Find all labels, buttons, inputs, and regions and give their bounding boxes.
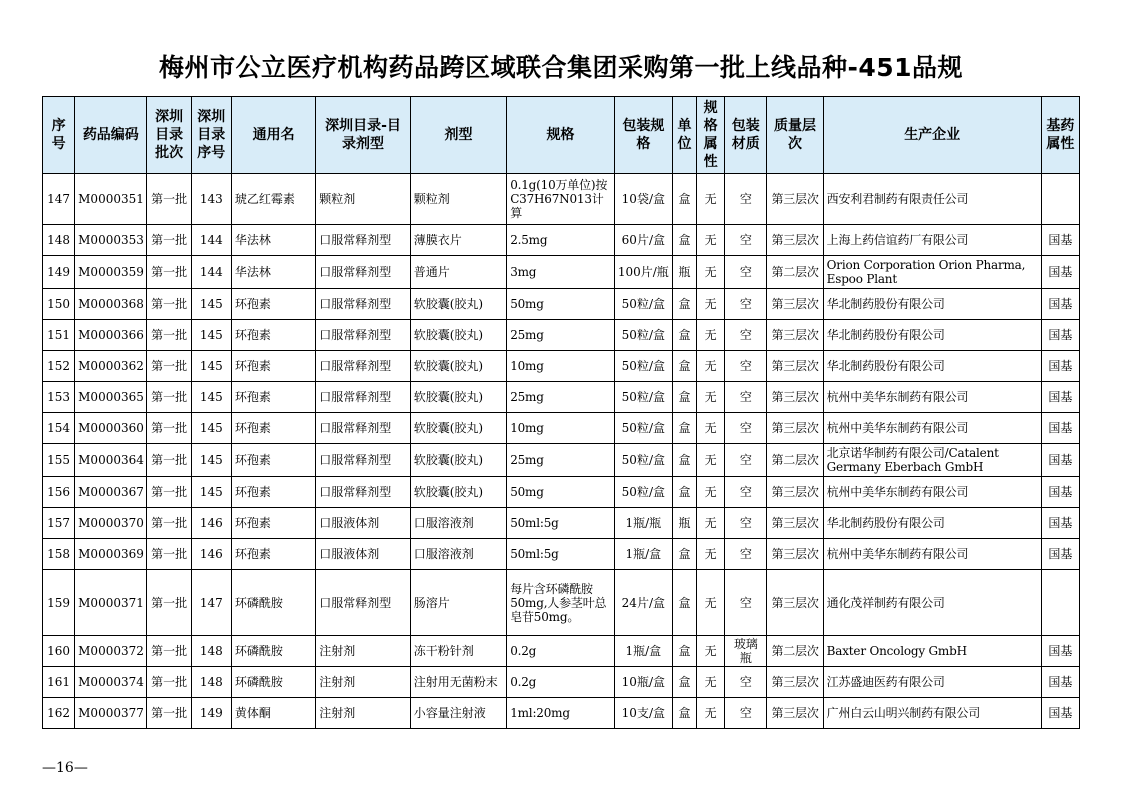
- specification-cell: 0.2g: [507, 667, 615, 698]
- dosage-form-cell: 小容量注射液: [410, 698, 506, 729]
- package-spec-cell: 10袋/盒: [614, 174, 672, 225]
- specification-cell: 50mg: [507, 477, 615, 508]
- table-row: [43, 256, 1080, 289]
- unit-cell: 盒: [672, 413, 696, 444]
- dosage-form-cell: 肠溶片: [410, 570, 506, 636]
- catalog-batch-cell: 第一批: [147, 256, 191, 289]
- generic-name-cell: 环磷酰胺: [231, 570, 315, 636]
- specification-cell: 25mg: [507, 444, 615, 477]
- manufacturer-cell: 华北制药股份有限公司: [823, 508, 1041, 539]
- spec-attribute-cell: 无: [697, 174, 725, 225]
- package-spec-cell: 24片/盒: [614, 570, 672, 636]
- spec-attribute-cell: 无: [697, 382, 725, 413]
- catalog-dosage-form-cell: 口服常释剂型: [316, 382, 410, 413]
- drug-code-cell: M0000365: [75, 382, 147, 413]
- generic-name-cell: 环孢素: [231, 382, 315, 413]
- catalog-batch-cell: 第一批: [147, 477, 191, 508]
- row-number-cell: 148: [43, 225, 75, 256]
- basic-drug-attribute-cell: 国基: [1041, 636, 1079, 667]
- catalog-number-cell: 146: [191, 539, 231, 570]
- catalog-batch-cell: 第一批: [147, 636, 191, 667]
- specification-cell: 10mg: [507, 413, 615, 444]
- manufacturer-cell: Orion Corporation Orion Pharma, Espoo Plant: [823, 256, 1041, 289]
- catalog-batch-cell: 第一批: [147, 382, 191, 413]
- column-header: 通用名: [231, 97, 315, 174]
- drug-code-cell: M0000370: [75, 508, 147, 539]
- quality-level-cell: 第二层次: [767, 636, 823, 667]
- unit-cell: 瓶: [672, 508, 696, 539]
- column-header: 基药属性: [1041, 97, 1079, 174]
- catalog-dosage-form-cell: 口服常释剂型: [316, 570, 410, 636]
- manufacturer-cell: 杭州中美华东制药有限公司: [823, 477, 1041, 508]
- spec-attribute-cell: 无: [697, 320, 725, 351]
- column-header: 包装规格: [614, 97, 672, 174]
- specification-cell: 1ml:20mg: [507, 698, 615, 729]
- page-number: —16—: [42, 760, 88, 776]
- package-spec-cell: 50粒/盒: [614, 477, 672, 508]
- generic-name-cell: 环孢素: [231, 444, 315, 477]
- table-row: [43, 174, 1080, 225]
- dosage-form-cell: 普通片: [410, 256, 506, 289]
- package-spec-cell: 50粒/盒: [614, 289, 672, 320]
- table-row: [43, 320, 1080, 351]
- package-material-cell: 空: [725, 413, 767, 444]
- catalog-number-cell: 145: [191, 289, 231, 320]
- basic-drug-attribute-cell: 国基: [1041, 289, 1079, 320]
- column-header: 规格属性: [697, 97, 725, 174]
- row-number-cell: 153: [43, 382, 75, 413]
- spec-attribute-cell: 无: [697, 539, 725, 570]
- catalog-batch-cell: 第一批: [147, 289, 191, 320]
- basic-drug-attribute-cell: 国基: [1041, 444, 1079, 477]
- spec-attribute-cell: 无: [697, 225, 725, 256]
- catalog-number-cell: 145: [191, 413, 231, 444]
- quality-level-cell: 第三层次: [767, 508, 823, 539]
- specification-cell: 50mg: [507, 289, 615, 320]
- table-row: [43, 351, 1080, 382]
- catalog-number-cell: 145: [191, 351, 231, 382]
- unit-cell: 盒: [672, 351, 696, 382]
- column-header: 深圳目录序号: [191, 97, 231, 174]
- manufacturer-cell: 上海上药信谊药厂有限公司: [823, 225, 1041, 256]
- specification-cell: 0.1g(10万单位)按C37H67N013计算: [507, 174, 615, 225]
- catalog-number-cell: 144: [191, 225, 231, 256]
- specification-cell: 0.2g: [507, 636, 615, 667]
- quality-level-cell: 第三层次: [767, 289, 823, 320]
- table-row: [43, 539, 1080, 570]
- column-header: 剂型: [410, 97, 506, 174]
- drug-code-cell: M0000353: [75, 225, 147, 256]
- package-material-cell: 空: [725, 382, 767, 413]
- specification-cell: 50ml:5g: [507, 539, 615, 570]
- spec-attribute-cell: 无: [697, 570, 725, 636]
- generic-name-cell: 环磷酰胺: [231, 667, 315, 698]
- catalog-dosage-form-cell: 注射剂: [316, 698, 410, 729]
- package-material-cell: 玻璃瓶: [725, 636, 767, 667]
- row-number-cell: 159: [43, 570, 75, 636]
- basic-drug-attribute-cell: 国基: [1041, 667, 1079, 698]
- package-spec-cell: 50粒/盒: [614, 351, 672, 382]
- manufacturer-cell: 杭州中美华东制药有限公司: [823, 413, 1041, 444]
- catalog-dosage-form-cell: 口服常释剂型: [316, 225, 410, 256]
- package-material-cell: 空: [725, 570, 767, 636]
- unit-cell: 瓶: [672, 256, 696, 289]
- manufacturer-cell: 杭州中美华东制药有限公司: [823, 539, 1041, 570]
- unit-cell: 盒: [672, 636, 696, 667]
- catalog-dosage-form-cell: 口服常释剂型: [316, 351, 410, 382]
- column-header: 序号: [43, 97, 75, 174]
- table-header-row: [43, 97, 1080, 174]
- table-body: [43, 174, 1080, 729]
- generic-name-cell: 环孢素: [231, 539, 315, 570]
- quality-level-cell: 第三层次: [767, 225, 823, 256]
- specification-cell: 25mg: [507, 382, 615, 413]
- spec-attribute-cell: 无: [697, 256, 725, 289]
- row-number-cell: 149: [43, 256, 75, 289]
- drug-code-cell: M0000366: [75, 320, 147, 351]
- package-material-cell: 空: [725, 508, 767, 539]
- package-spec-cell: 50粒/盒: [614, 444, 672, 477]
- manufacturer-cell: 广州白云山明兴制药有限公司: [823, 698, 1041, 729]
- package-spec-cell: 10瓶/盒: [614, 667, 672, 698]
- column-header: 深圳目录批次: [147, 97, 191, 174]
- spec-attribute-cell: 无: [697, 508, 725, 539]
- unit-cell: 盒: [672, 289, 696, 320]
- unit-cell: 盒: [672, 382, 696, 413]
- package-material-cell: 空: [725, 225, 767, 256]
- generic-name-cell: 环孢素: [231, 351, 315, 382]
- row-number-cell: 155: [43, 444, 75, 477]
- drug-code-cell: M0000369: [75, 539, 147, 570]
- column-header: 生产企业: [823, 97, 1041, 174]
- catalog-number-cell: 147: [191, 570, 231, 636]
- catalog-number-cell: 144: [191, 256, 231, 289]
- generic-name-cell: 环孢素: [231, 413, 315, 444]
- quality-level-cell: 第三层次: [767, 320, 823, 351]
- catalog-number-cell: 148: [191, 667, 231, 698]
- catalog-number-cell: 146: [191, 508, 231, 539]
- table-row: [43, 570, 1080, 636]
- package-spec-cell: 1瓶/瓶: [614, 508, 672, 539]
- catalog-dosage-form-cell: 口服常释剂型: [316, 256, 410, 289]
- manufacturer-cell: 华北制药股份有限公司: [823, 351, 1041, 382]
- package-material-cell: 空: [725, 698, 767, 729]
- quality-level-cell: 第三层次: [767, 477, 823, 508]
- manufacturer-cell: 通化茂祥制药有限公司: [823, 570, 1041, 636]
- dosage-form-cell: 薄膜衣片: [410, 225, 506, 256]
- catalog-batch-cell: 第一批: [147, 413, 191, 444]
- generic-name-cell: 环磷酰胺: [231, 636, 315, 667]
- row-number-cell: 161: [43, 667, 75, 698]
- spec-attribute-cell: 无: [697, 698, 725, 729]
- specification-cell: 每片含环磷酰胺50mg,人参茎叶总皂苷50mg。: [507, 570, 615, 636]
- dosage-form-cell: 口服溶液剂: [410, 539, 506, 570]
- spec-attribute-cell: 无: [697, 667, 725, 698]
- catalog-batch-cell: 第一批: [147, 174, 191, 225]
- basic-drug-attribute-cell: 国基: [1041, 256, 1079, 289]
- dosage-form-cell: 软胶囊(胶丸): [410, 444, 506, 477]
- generic-name-cell: 华法林: [231, 256, 315, 289]
- package-material-cell: 空: [725, 320, 767, 351]
- drug-code-cell: M0000360: [75, 413, 147, 444]
- column-header: 规格: [507, 97, 615, 174]
- quality-level-cell: 第三层次: [767, 351, 823, 382]
- package-spec-cell: 50粒/盒: [614, 413, 672, 444]
- package-material-cell: 空: [725, 174, 767, 225]
- catalog-number-cell: 149: [191, 698, 231, 729]
- row-number-cell: 156: [43, 477, 75, 508]
- row-number-cell: 160: [43, 636, 75, 667]
- catalog-number-cell: 145: [191, 382, 231, 413]
- package-spec-cell: 10支/盒: [614, 698, 672, 729]
- basic-drug-attribute-cell: 国基: [1041, 225, 1079, 256]
- package-spec-cell: 50粒/盒: [614, 320, 672, 351]
- unit-cell: 盒: [672, 444, 696, 477]
- catalog-batch-cell: 第一批: [147, 667, 191, 698]
- catalog-batch-cell: 第一批: [147, 570, 191, 636]
- row-number-cell: 158: [43, 539, 75, 570]
- spec-attribute-cell: 无: [697, 413, 725, 444]
- specification-cell: 25mg: [507, 320, 615, 351]
- manufacturer-cell: 江苏盛迪医药有限公司: [823, 667, 1041, 698]
- basic-drug-attribute-cell: 国基: [1041, 413, 1079, 444]
- dosage-form-cell: 颗粒剂: [410, 174, 506, 225]
- catalog-batch-cell: 第一批: [147, 225, 191, 256]
- package-material-cell: 空: [725, 256, 767, 289]
- package-spec-cell: 60片/盒: [614, 225, 672, 256]
- catalog-dosage-form-cell: 口服常释剂型: [316, 289, 410, 320]
- table-row: [43, 667, 1080, 698]
- column-header: 单位: [672, 97, 696, 174]
- catalog-number-cell: 145: [191, 444, 231, 477]
- basic-drug-attribute-cell: 国基: [1041, 351, 1079, 382]
- generic-name-cell: 琥乙红霉素: [231, 174, 315, 225]
- dosage-form-cell: 软胶囊(胶丸): [410, 413, 506, 444]
- catalog-number-cell: 145: [191, 320, 231, 351]
- basic-drug-attribute-cell: 国基: [1041, 508, 1079, 539]
- unit-cell: 盒: [672, 667, 696, 698]
- generic-name-cell: 环孢素: [231, 508, 315, 539]
- specification-cell: 3mg: [507, 256, 615, 289]
- unit-cell: 盒: [672, 320, 696, 351]
- catalog-batch-cell: 第一批: [147, 351, 191, 382]
- catalog-dosage-form-cell: 注射剂: [316, 667, 410, 698]
- column-header: 药品编码: [75, 97, 147, 174]
- document-title: 梅州市公立医疗机构药品跨区域联合集团采购第一批上线品种-451品规: [158, 53, 964, 82]
- basic-drug-attribute-cell: [1041, 570, 1079, 636]
- drug-code-cell: M0000368: [75, 289, 147, 320]
- basic-drug-attribute-cell: [1041, 174, 1079, 225]
- quality-level-cell: 第三层次: [767, 382, 823, 413]
- catalog-number-cell: 143: [191, 174, 231, 225]
- drug-code-cell: M0000377: [75, 698, 147, 729]
- table-row: [43, 225, 1080, 256]
- drug-code-cell: M0000374: [75, 667, 147, 698]
- package-material-cell: 空: [725, 351, 767, 382]
- catalog-number-cell: 148: [191, 636, 231, 667]
- drug-code-cell: M0000351: [75, 174, 147, 225]
- quality-level-cell: 第二层次: [767, 444, 823, 477]
- specification-cell: 2.5mg: [507, 225, 615, 256]
- dosage-form-cell: 注射用无菌粉末: [410, 667, 506, 698]
- dosage-form-cell: 软胶囊(胶丸): [410, 382, 506, 413]
- package-material-cell: 空: [725, 539, 767, 570]
- quality-level-cell: 第三层次: [767, 539, 823, 570]
- row-number-cell: 151: [43, 320, 75, 351]
- package-material-cell: 空: [725, 667, 767, 698]
- dosage-form-cell: 口服溶液剂: [410, 508, 506, 539]
- manufacturer-cell: 华北制药股份有限公司: [823, 289, 1041, 320]
- catalog-dosage-form-cell: 注射剂: [316, 636, 410, 667]
- drug-code-cell: M0000359: [75, 256, 147, 289]
- quality-level-cell: 第三层次: [767, 698, 823, 729]
- package-material-cell: 空: [725, 289, 767, 320]
- column-header: 包装材质: [725, 97, 767, 174]
- quality-level-cell: 第三层次: [767, 570, 823, 636]
- spec-attribute-cell: 无: [697, 351, 725, 382]
- row-number-cell: 154: [43, 413, 75, 444]
- dosage-form-cell: 冻干粉针剂: [410, 636, 506, 667]
- dosage-form-cell: 软胶囊(胶丸): [410, 351, 506, 382]
- package-material-cell: 空: [725, 444, 767, 477]
- generic-name-cell: 黄体酮: [231, 698, 315, 729]
- table-row: [43, 477, 1080, 508]
- catalog-batch-cell: 第一批: [147, 508, 191, 539]
- unit-cell: 盒: [672, 698, 696, 729]
- quality-level-cell: 第三层次: [767, 174, 823, 225]
- manufacturer-cell: 西安利君制药有限责任公司: [823, 174, 1041, 225]
- package-spec-cell: 1瓶/盒: [614, 539, 672, 570]
- unit-cell: 盒: [672, 539, 696, 570]
- row-number-cell: 162: [43, 698, 75, 729]
- catalog-dosage-form-cell: 口服液体剂: [316, 508, 410, 539]
- basic-drug-attribute-cell: 国基: [1041, 698, 1079, 729]
- catalog-dosage-form-cell: 口服常释剂型: [316, 413, 410, 444]
- catalog-batch-cell: 第一批: [147, 444, 191, 477]
- drug-code-cell: M0000362: [75, 351, 147, 382]
- column-header: 深圳目录-目录剂型: [316, 97, 410, 174]
- specification-cell: 10mg: [507, 351, 615, 382]
- generic-name-cell: 环孢素: [231, 320, 315, 351]
- generic-name-cell: 环孢素: [231, 477, 315, 508]
- basic-drug-attribute-cell: 国基: [1041, 539, 1079, 570]
- drug-code-cell: M0000364: [75, 444, 147, 477]
- row-number-cell: 150: [43, 289, 75, 320]
- catalog-dosage-form-cell: 口服常释剂型: [316, 444, 410, 477]
- drug-list-table: [42, 96, 1080, 729]
- row-number-cell: 152: [43, 351, 75, 382]
- drug-code-cell: M0000371: [75, 570, 147, 636]
- catalog-batch-cell: 第一批: [147, 320, 191, 351]
- basic-drug-attribute-cell: 国基: [1041, 477, 1079, 508]
- quality-level-cell: 第三层次: [767, 667, 823, 698]
- unit-cell: 盒: [672, 225, 696, 256]
- table-row: [43, 413, 1080, 444]
- table-row: [43, 508, 1080, 539]
- table-row: [43, 698, 1080, 729]
- package-spec-cell: 1瓶/盒: [614, 636, 672, 667]
- unit-cell: 盒: [672, 477, 696, 508]
- manufacturer-cell: 北京诺华制药有限公司/Catalent Germany Eberbach GmbH: [823, 444, 1041, 477]
- unit-cell: 盒: [672, 174, 696, 225]
- catalog-dosage-form-cell: 颗粒剂: [316, 174, 410, 225]
- catalog-dosage-form-cell: 口服常释剂型: [316, 477, 410, 508]
- generic-name-cell: 环孢素: [231, 289, 315, 320]
- row-number-cell: 147: [43, 174, 75, 225]
- generic-name-cell: 华法林: [231, 225, 315, 256]
- catalog-batch-cell: 第一批: [147, 698, 191, 729]
- quality-level-cell: 第三层次: [767, 413, 823, 444]
- table-row: [43, 636, 1080, 667]
- table-row: [43, 444, 1080, 477]
- dosage-form-cell: 软胶囊(胶丸): [410, 477, 506, 508]
- table-row: [43, 289, 1080, 320]
- basic-drug-attribute-cell: 国基: [1041, 382, 1079, 413]
- drug-code-cell: M0000367: [75, 477, 147, 508]
- basic-drug-attribute-cell: 国基: [1041, 320, 1079, 351]
- drug-code-cell: M0000372: [75, 636, 147, 667]
- table-row: [43, 382, 1080, 413]
- row-number-cell: 157: [43, 508, 75, 539]
- manufacturer-cell: 华北制药股份有限公司: [823, 320, 1041, 351]
- dosage-form-cell: 软胶囊(胶丸): [410, 289, 506, 320]
- column-header: 质量层次: [767, 97, 823, 174]
- specification-cell: 50ml:5g: [507, 508, 615, 539]
- package-spec-cell: 50粒/盒: [614, 382, 672, 413]
- spec-attribute-cell: 无: [697, 636, 725, 667]
- catalog-number-cell: 145: [191, 477, 231, 508]
- quality-level-cell: 第二层次: [767, 256, 823, 289]
- package-spec-cell: 100片/瓶: [614, 256, 672, 289]
- manufacturer-cell: 杭州中美华东制药有限公司: [823, 382, 1041, 413]
- spec-attribute-cell: 无: [697, 477, 725, 508]
- catalog-dosage-form-cell: 口服液体剂: [316, 539, 410, 570]
- package-material-cell: 空: [725, 477, 767, 508]
- manufacturer-cell: Baxter Oncology GmbH: [823, 636, 1041, 667]
- catalog-dosage-form-cell: 口服常释剂型: [316, 320, 410, 351]
- dosage-form-cell: 软胶囊(胶丸): [410, 320, 506, 351]
- catalog-batch-cell: 第一批: [147, 539, 191, 570]
- spec-attribute-cell: 无: [697, 444, 725, 477]
- spec-attribute-cell: 无: [697, 289, 725, 320]
- unit-cell: 盒: [672, 570, 696, 636]
